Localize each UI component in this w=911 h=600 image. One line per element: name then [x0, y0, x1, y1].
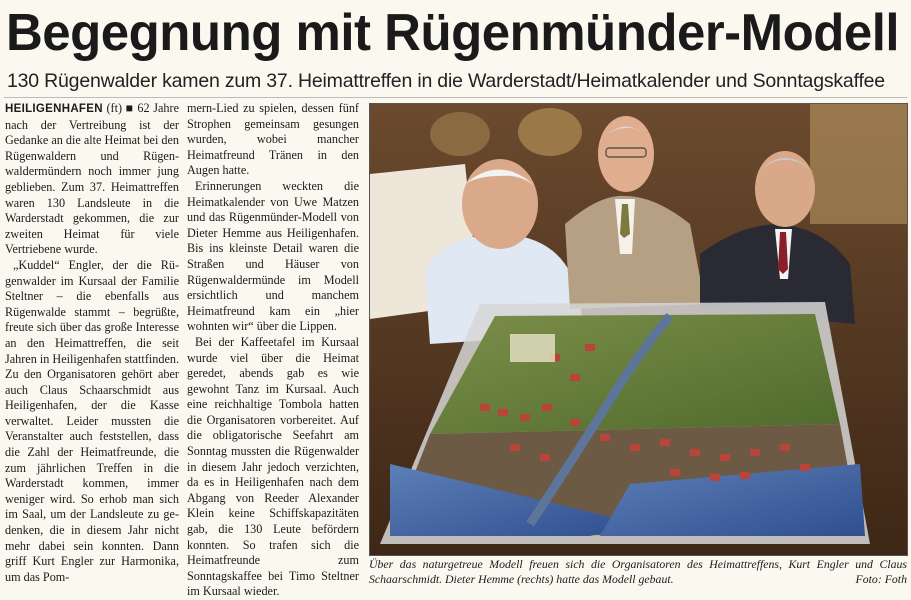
photo-caption: [369, 557, 907, 587]
subheadline: 130 Rügenwalder kamen zum 37. Heimattreffen in die Warderstadt/Heimatkalender und Sonntagskaffee: [7, 70, 885, 92]
paragraph: Erinnerungen weckten die Heimatkalender von Uwe Matzen und das Rügenmünder-Modell von Dieter Hemme aus Heiligenhafen. Bis ins kleinste Detail waren die Straßen und Häuser von Rügenwaldermünde im Modell ersichtlich und manchem Heimatfreund kam ein „hier wohnten wir“ über die Lippen.: [187, 178, 359, 334]
divider: [4, 97, 907, 98]
article-photo: [369, 103, 908, 556]
chair: [518, 108, 582, 156]
paragraph: [5, 101, 179, 258]
dateline: HEILIGENHAFEN: [5, 103, 103, 115]
window-light: [810, 104, 907, 224]
author-tag: (ft) ■: [102, 101, 138, 115]
article-column-2: [187, 101, 359, 600]
article-column-1: [5, 101, 179, 585]
paragraph: „Kuddel“ Engler, der die Rügenwalder im Kursaal der Familie Steltner – die ebenfalls aus Rügenwalde stammt – begrüßte, freute sich über das große Interesse an den Heimattreffen, die seit Jahren in Heiligenhafen stattfinden. Zu den Organisatoren gehört aber auch Claus Schaarschmidt aus Heiligenhafen, der die Kasse verwaltet. Leider mussten die Veranstalter auch feststellen, dass die Zahl der Heimatfreunde, die zum jährlichen Treffen in die Warderstadt kommen, immer weniger wird. So erhob man sich im Saal, um der Landsleute zu gedenken, die in diesem Jahr nicht mehr dabei sein konnten. Dann griff Kurt Engler zur Harmonika, um das Pom-: [5, 257, 179, 584]
photo-credit: Foto: Foth: [855, 572, 907, 586]
paragraph: mern-Lied zu spielen, dessen fünf Strophen gemeinsam gesungen wurden, wobei mancher Heimatfreund Tränen in den Augen hatte.: [187, 101, 359, 178]
paragraph-text: 62 Jahre nach der Vertreibung ist der Gedanke an die alte Heimat bei den Rügenwaldern und Rügenwaldermündern noch immer jung geblieben. Zum 37. Heimattreffen waren 130 Landsleute in die Warderstadt gekommen, die zur zweiten Heimat für viele Vertriebene wurde.: [5, 101, 179, 257]
headline: Begegnung mit Rügenmünder-Modell: [6, 4, 900, 62]
photo-illustration: [370, 104, 907, 555]
caption-text: Über das naturgetreue Modell freuen sich die Organisatoren des Heimattreffens, Kurt Engler und Claus Schaarschmidt. Dieter Hemme (rechts) hatte das Modell gebaut.: [369, 557, 907, 586]
chair: [430, 112, 490, 156]
paragraph: Bei der Kaffeetafel im Kursaal wurde viel über die Heimat geredet, abends gab es wie gewohnt Tanz im Kursaal. Auch eine reichhaltige Tombola hatten die Organisatoren vorbereitet. Auf die obligatorische Seefahrt am Sonntag mussten die Rügenwalder in diesem Jahr jedoch verzichten, da es in Heiligenhafen nach dem Abgang von Reeder Alexander Klein keine Schiffskapazitäten gab, die 130 Leute befördern konnten. So trafen sich die Heimatfreunde zum Sonntagskaffee bei Timo Steltner im Kursaal wieder.: [187, 334, 359, 599]
